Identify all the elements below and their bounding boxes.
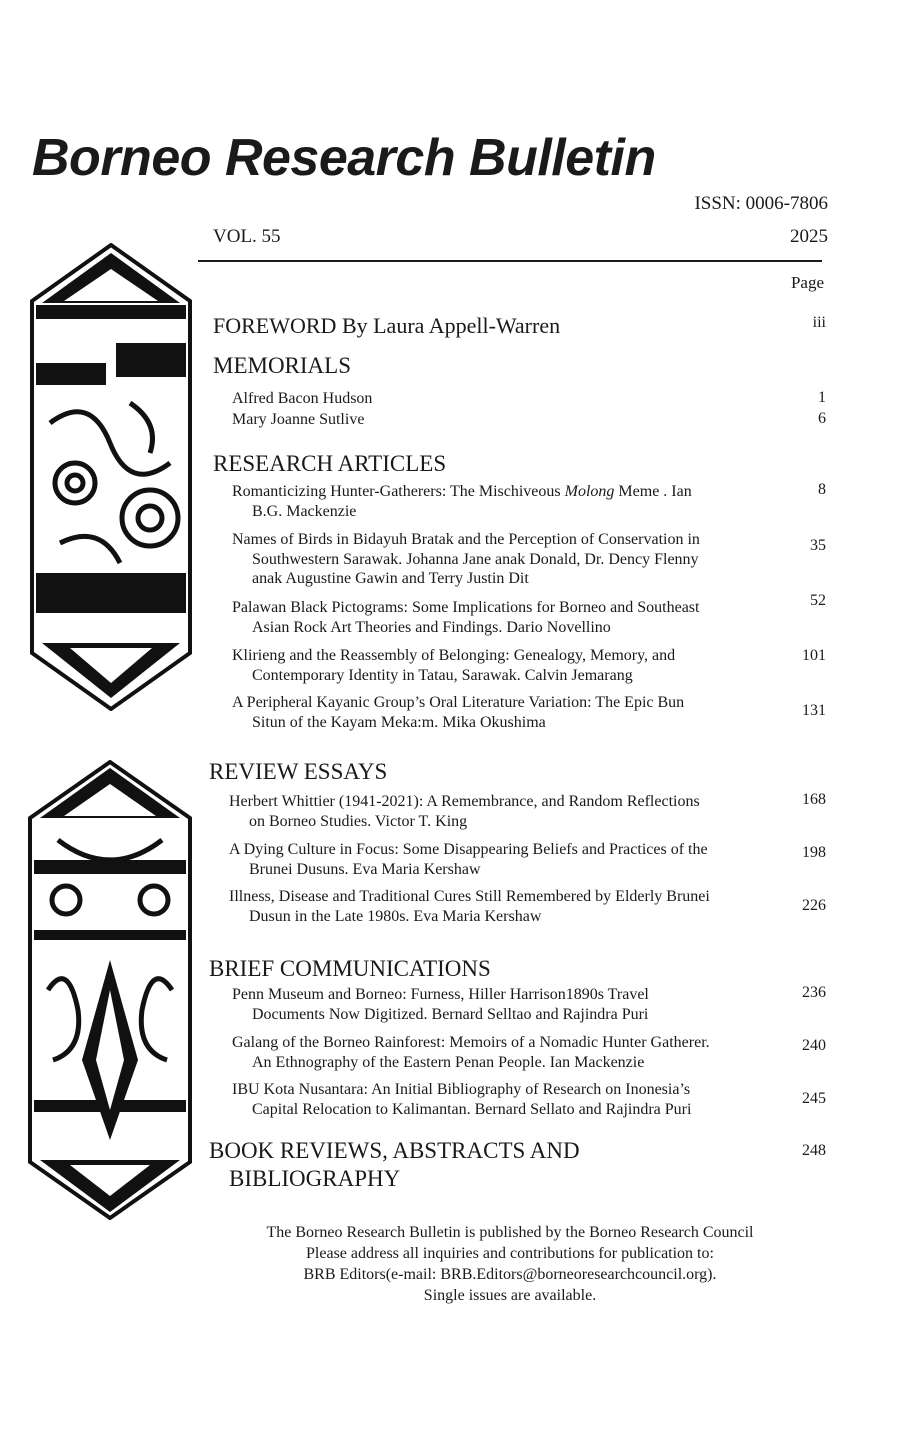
toc-item[interactable] xyxy=(232,1080,772,1119)
toc-item[interactable] xyxy=(232,646,772,685)
tribal-ornament-icon xyxy=(28,760,192,1220)
toc-item[interactable] xyxy=(229,887,774,926)
toc-item-text: Names of Birds in Bidayuh Bratak and the Perception of Conservation in xyxy=(232,531,700,548)
section-heading-text: BIBLIOGRAPHY xyxy=(229,1166,401,1191)
section-heading-text: BOOK REVIEWS, ABSTRACTS AND xyxy=(209,1138,580,1163)
toc-item-text: Herbert Whittier (1941-2021): A Remembrance, and Random Reflections xyxy=(229,793,700,810)
toc-item-text: Klirieng and the Reassembly of Belonging: Genealogy, Memory, and xyxy=(232,647,676,664)
publisher-note xyxy=(200,1222,820,1306)
toc-item[interactable] xyxy=(229,792,774,831)
page-column-label: Page xyxy=(790,273,824,292)
volume: VOL. 55 xyxy=(213,226,281,247)
toc-item-text: Capital Relocation to Kalimantan. Bernard Sellato and Rajindra Puri xyxy=(252,1100,692,1118)
toc-item-text: Alfred Bacon Hudson xyxy=(232,390,373,407)
toc-item-text: A Peripheral Kayanic Group’s Oral Literature Variation: The Epic Bun xyxy=(232,694,685,711)
toc-item[interactable] xyxy=(232,693,772,732)
header-rule xyxy=(198,260,822,262)
year: 2025 xyxy=(790,226,828,247)
toc-item[interactable] xyxy=(232,985,772,1024)
page-number: 198 xyxy=(802,844,826,861)
journal-title: Borneo Research Bulletin xyxy=(32,129,656,187)
toc-item-text: anak Augustine Gawin and Terry Justin Dit xyxy=(252,570,529,587)
page-number: 52 xyxy=(810,592,826,609)
toc-item-text: Palawan Black Pictograms: Some Implications for Borneo and Southeast xyxy=(232,599,700,616)
toc-item[interactable] xyxy=(232,482,772,521)
footer-line: The Borneo Research Bulletin is published by the Borneo Research Council xyxy=(266,1224,754,1241)
toc-item-text: Romanticizing Hunter-Gatherers: The Mischiveous Molong Meme . Ian xyxy=(232,483,692,500)
toc-item[interactable] xyxy=(229,840,774,879)
page-number: 240 xyxy=(802,1037,826,1054)
toc-item[interactable] xyxy=(232,389,772,409)
toc-item[interactable] xyxy=(232,530,772,589)
footer-line: Single issues are available. xyxy=(423,1287,597,1304)
toc-item-text: Dusun in the Late 1980s. Eva Maria Kershaw xyxy=(249,907,542,925)
section-heading-brief-communications: BRIEF COMMUNICATIONS xyxy=(209,956,491,981)
page-number: 168 xyxy=(802,791,826,808)
toc-item-text: Penn Museum and Borneo: Furness, Hiller Harrison1890s Travel xyxy=(232,986,649,1003)
toc-item[interactable] xyxy=(232,598,772,637)
page-number: 131 xyxy=(802,702,826,719)
toc-item-text: Documents Now Digitized. Bernard Selltao and Rajindra Puri xyxy=(252,1005,649,1023)
toc-item-text: Situn of the Kayam Meka:m. Mika Okushima xyxy=(252,713,546,731)
toc-item-text: Mary Joanne Sutlive xyxy=(232,411,365,428)
section-heading-memorials: MEMORIALS xyxy=(213,353,352,378)
issn: ISSN: 0006-7806 xyxy=(694,193,828,214)
toc-item-text: IBU Kota Nusantara: An Initial Bibliography of Research on Inonesia’s xyxy=(232,1081,691,1098)
toc-foreword[interactable]: FOREWORD By Laura Appell-Warren xyxy=(213,313,561,338)
toc-item-text: Contemporary Identity in Tatau, Sarawak. Calvin Jemarang xyxy=(252,666,633,684)
toc-item-text: Galang of the Borneo Rainforest: Memoirs of a Nomadic Hunter Gatherer. xyxy=(232,1034,710,1051)
toc-item[interactable] xyxy=(232,410,772,430)
page-number: 245 xyxy=(802,1090,826,1107)
page-number: 6 xyxy=(818,410,826,427)
tribal-ornament-icon xyxy=(30,243,192,711)
page-number: 236 xyxy=(802,984,826,1001)
section-heading-review-essays: REVIEW ESSAYS xyxy=(209,759,388,784)
section-heading-research-articles: RESEARCH ARTICLES xyxy=(213,451,447,476)
footer-line: Please address all inquiries and contributions for publication to: xyxy=(306,1245,714,1262)
toc-item-text: Southwestern Sarawak. Johanna Jane anak Donald, Dr. Dency Flenny xyxy=(252,550,699,568)
page-number: 35 xyxy=(810,537,826,554)
toc-item-text: A Dying Culture in Focus: Some Disappearing Beliefs and Practices of the xyxy=(229,841,708,858)
section-heading-book-reviews[interactable] xyxy=(209,1138,580,1192)
page-number: 248 xyxy=(802,1142,826,1159)
page-number: 101 xyxy=(802,647,826,664)
page-number: 1 xyxy=(818,389,826,406)
toc-item[interactable] xyxy=(232,1033,772,1072)
toc-item-text: An Ethnography of the Eastern Penan People. Ian Mackenzie xyxy=(252,1053,645,1071)
toc-item-text: Asian Rock Art Theories and Findings. Dario Novellino xyxy=(252,618,611,636)
footer-contact-email[interactable]: BRB Editors(e-mail: BRB.Editors@borneoresearchcouncil.org). xyxy=(303,1266,717,1283)
toc-item-text: Illness, Disease and Traditional Cures Still Remembered by Elderly Brunei xyxy=(229,888,710,905)
toc-item-text: on Borneo Studies. Victor T. King xyxy=(249,812,468,830)
page-number: iii xyxy=(812,314,826,331)
toc-item-text: B.G. Mackenzie xyxy=(252,502,357,520)
page-number: 226 xyxy=(802,897,826,914)
page-number: 8 xyxy=(818,481,826,498)
toc-item-text: Brunei Dusuns. Eva Maria Kershaw xyxy=(249,860,481,878)
